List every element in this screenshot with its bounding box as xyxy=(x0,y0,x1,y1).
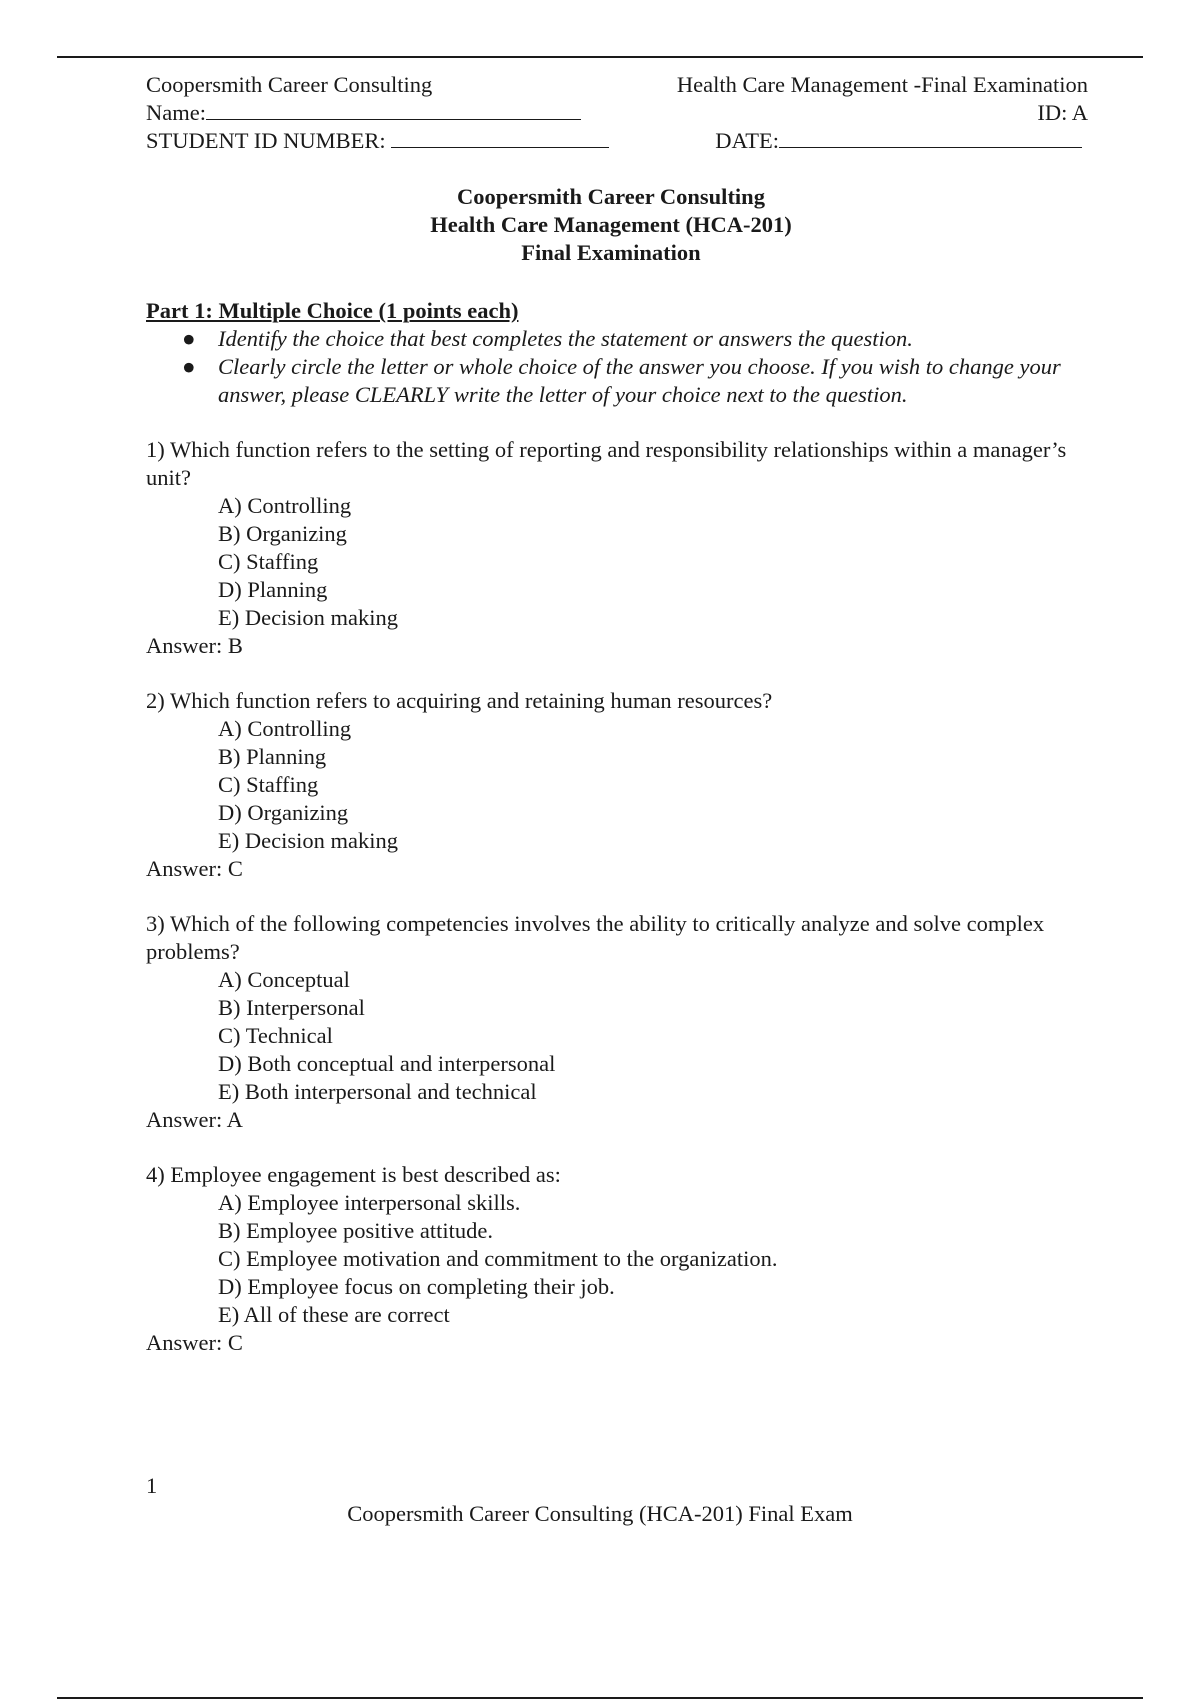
student-id-field xyxy=(146,128,609,154)
instruction-item xyxy=(182,353,1088,409)
question-text: 2) Which function refers to acquiring and retaining human resources? xyxy=(146,688,773,713)
option-d[interactable]: D) Both conceptual and interpersonal xyxy=(218,1051,556,1076)
id-label: ID: A xyxy=(1037,100,1088,125)
option-d[interactable]: D) Planning xyxy=(218,577,328,602)
document-title xyxy=(146,183,1088,267)
answer-options xyxy=(146,715,1088,855)
option-d[interactable]: D) Organizing xyxy=(218,800,349,825)
answer-key: Answer: B xyxy=(146,633,243,658)
option-a[interactable]: A) Conceptual xyxy=(218,967,350,992)
option-b[interactable]: B) Interpersonal xyxy=(218,995,365,1020)
header-row-2 xyxy=(146,100,1088,128)
top-rule xyxy=(57,56,1143,58)
title-line-3: Final Examination xyxy=(521,240,701,265)
header-company: Coopersmith Career Consulting xyxy=(146,72,433,97)
header-row-3 xyxy=(146,128,1088,156)
name-field xyxy=(146,100,581,126)
student-id-label: STUDENT ID NUMBER: xyxy=(146,128,386,153)
option-c[interactable]: C) Staffing xyxy=(218,549,319,574)
option-c[interactable]: C) Technical xyxy=(218,1023,333,1048)
option-d[interactable]: D) Employee focus on completing their job. xyxy=(218,1274,615,1299)
name-blank-line xyxy=(206,101,581,120)
date-label: DATE: xyxy=(715,128,779,153)
option-c[interactable]: C) Employee motivation and commitment to the organization. xyxy=(218,1246,778,1271)
instruction-text: Identify the choice that best completes the statement or answers the question. xyxy=(218,326,913,351)
answer-options xyxy=(146,966,1088,1106)
option-e[interactable]: E) All of these are correct xyxy=(218,1302,450,1327)
question-text: 1) Which function refers to the setting of reporting and responsibility relationships within a manager’s unit? xyxy=(146,437,1067,490)
option-b[interactable]: B) Employee positive attitude. xyxy=(218,1218,493,1243)
option-b[interactable]: B) Organizing xyxy=(218,521,347,546)
instruction-item xyxy=(182,325,1088,353)
option-e[interactable]: E) Decision making xyxy=(218,605,398,630)
answer-key: Answer: A xyxy=(146,1107,243,1132)
answer-key: Answer: C xyxy=(146,1330,243,1355)
header-row-1 xyxy=(146,72,1088,100)
bullet-icon: ● xyxy=(182,326,196,351)
page-number: 1 xyxy=(146,1473,158,1498)
bottom-rule xyxy=(57,1697,1143,1699)
option-e[interactable]: E) Decision making xyxy=(218,828,398,853)
title-line-2: Health Care Management (HCA-201) xyxy=(430,212,792,237)
option-e[interactable]: E) Both interpersonal and technical xyxy=(218,1079,537,1104)
date-field xyxy=(715,128,1082,154)
question-3 xyxy=(146,910,1088,1134)
answer-key: Answer: C xyxy=(146,856,243,881)
name-label: Name: xyxy=(146,100,206,125)
option-b[interactable]: B) Planning xyxy=(218,744,327,769)
option-a[interactable]: A) Employee interpersonal skills. xyxy=(218,1190,521,1215)
header-exam-title: Health Care Management -Final Examination xyxy=(676,72,1088,97)
instructions-list xyxy=(146,325,1088,409)
question-2 xyxy=(146,687,1088,883)
answer-options xyxy=(146,492,1088,632)
title-line-1: Coopersmith Career Consulting xyxy=(457,184,765,209)
date-blank-line xyxy=(779,129,1082,148)
question-text: 3) Which of the following competencies involves the ability to critically analyze and solve complex problems? xyxy=(146,911,1045,964)
instruction-text: Clearly circle the letter or whole choice of the answer you choose. If you wish to change your answer, please CLEARLY write the letter of your choice next to the question. xyxy=(218,354,1061,407)
footer-text: Coopersmith Career Consulting (HCA-201) Final Exam xyxy=(347,1501,853,1526)
answer-options xyxy=(146,1189,1088,1329)
student-id-blank-line xyxy=(391,129,609,148)
question-text: 4) Employee engagement is best described as: xyxy=(146,1162,561,1187)
part-1-heading: Part 1: Multiple Choice (1 points each) xyxy=(146,298,519,323)
question-4 xyxy=(146,1161,1088,1357)
bullet-icon: ● xyxy=(182,354,196,379)
question-1 xyxy=(146,436,1088,660)
option-a[interactable]: A) Controlling xyxy=(218,716,352,741)
option-c[interactable]: C) Staffing xyxy=(218,772,319,797)
document-page xyxy=(146,72,1088,1357)
option-a[interactable]: A) Controlling xyxy=(218,493,352,518)
